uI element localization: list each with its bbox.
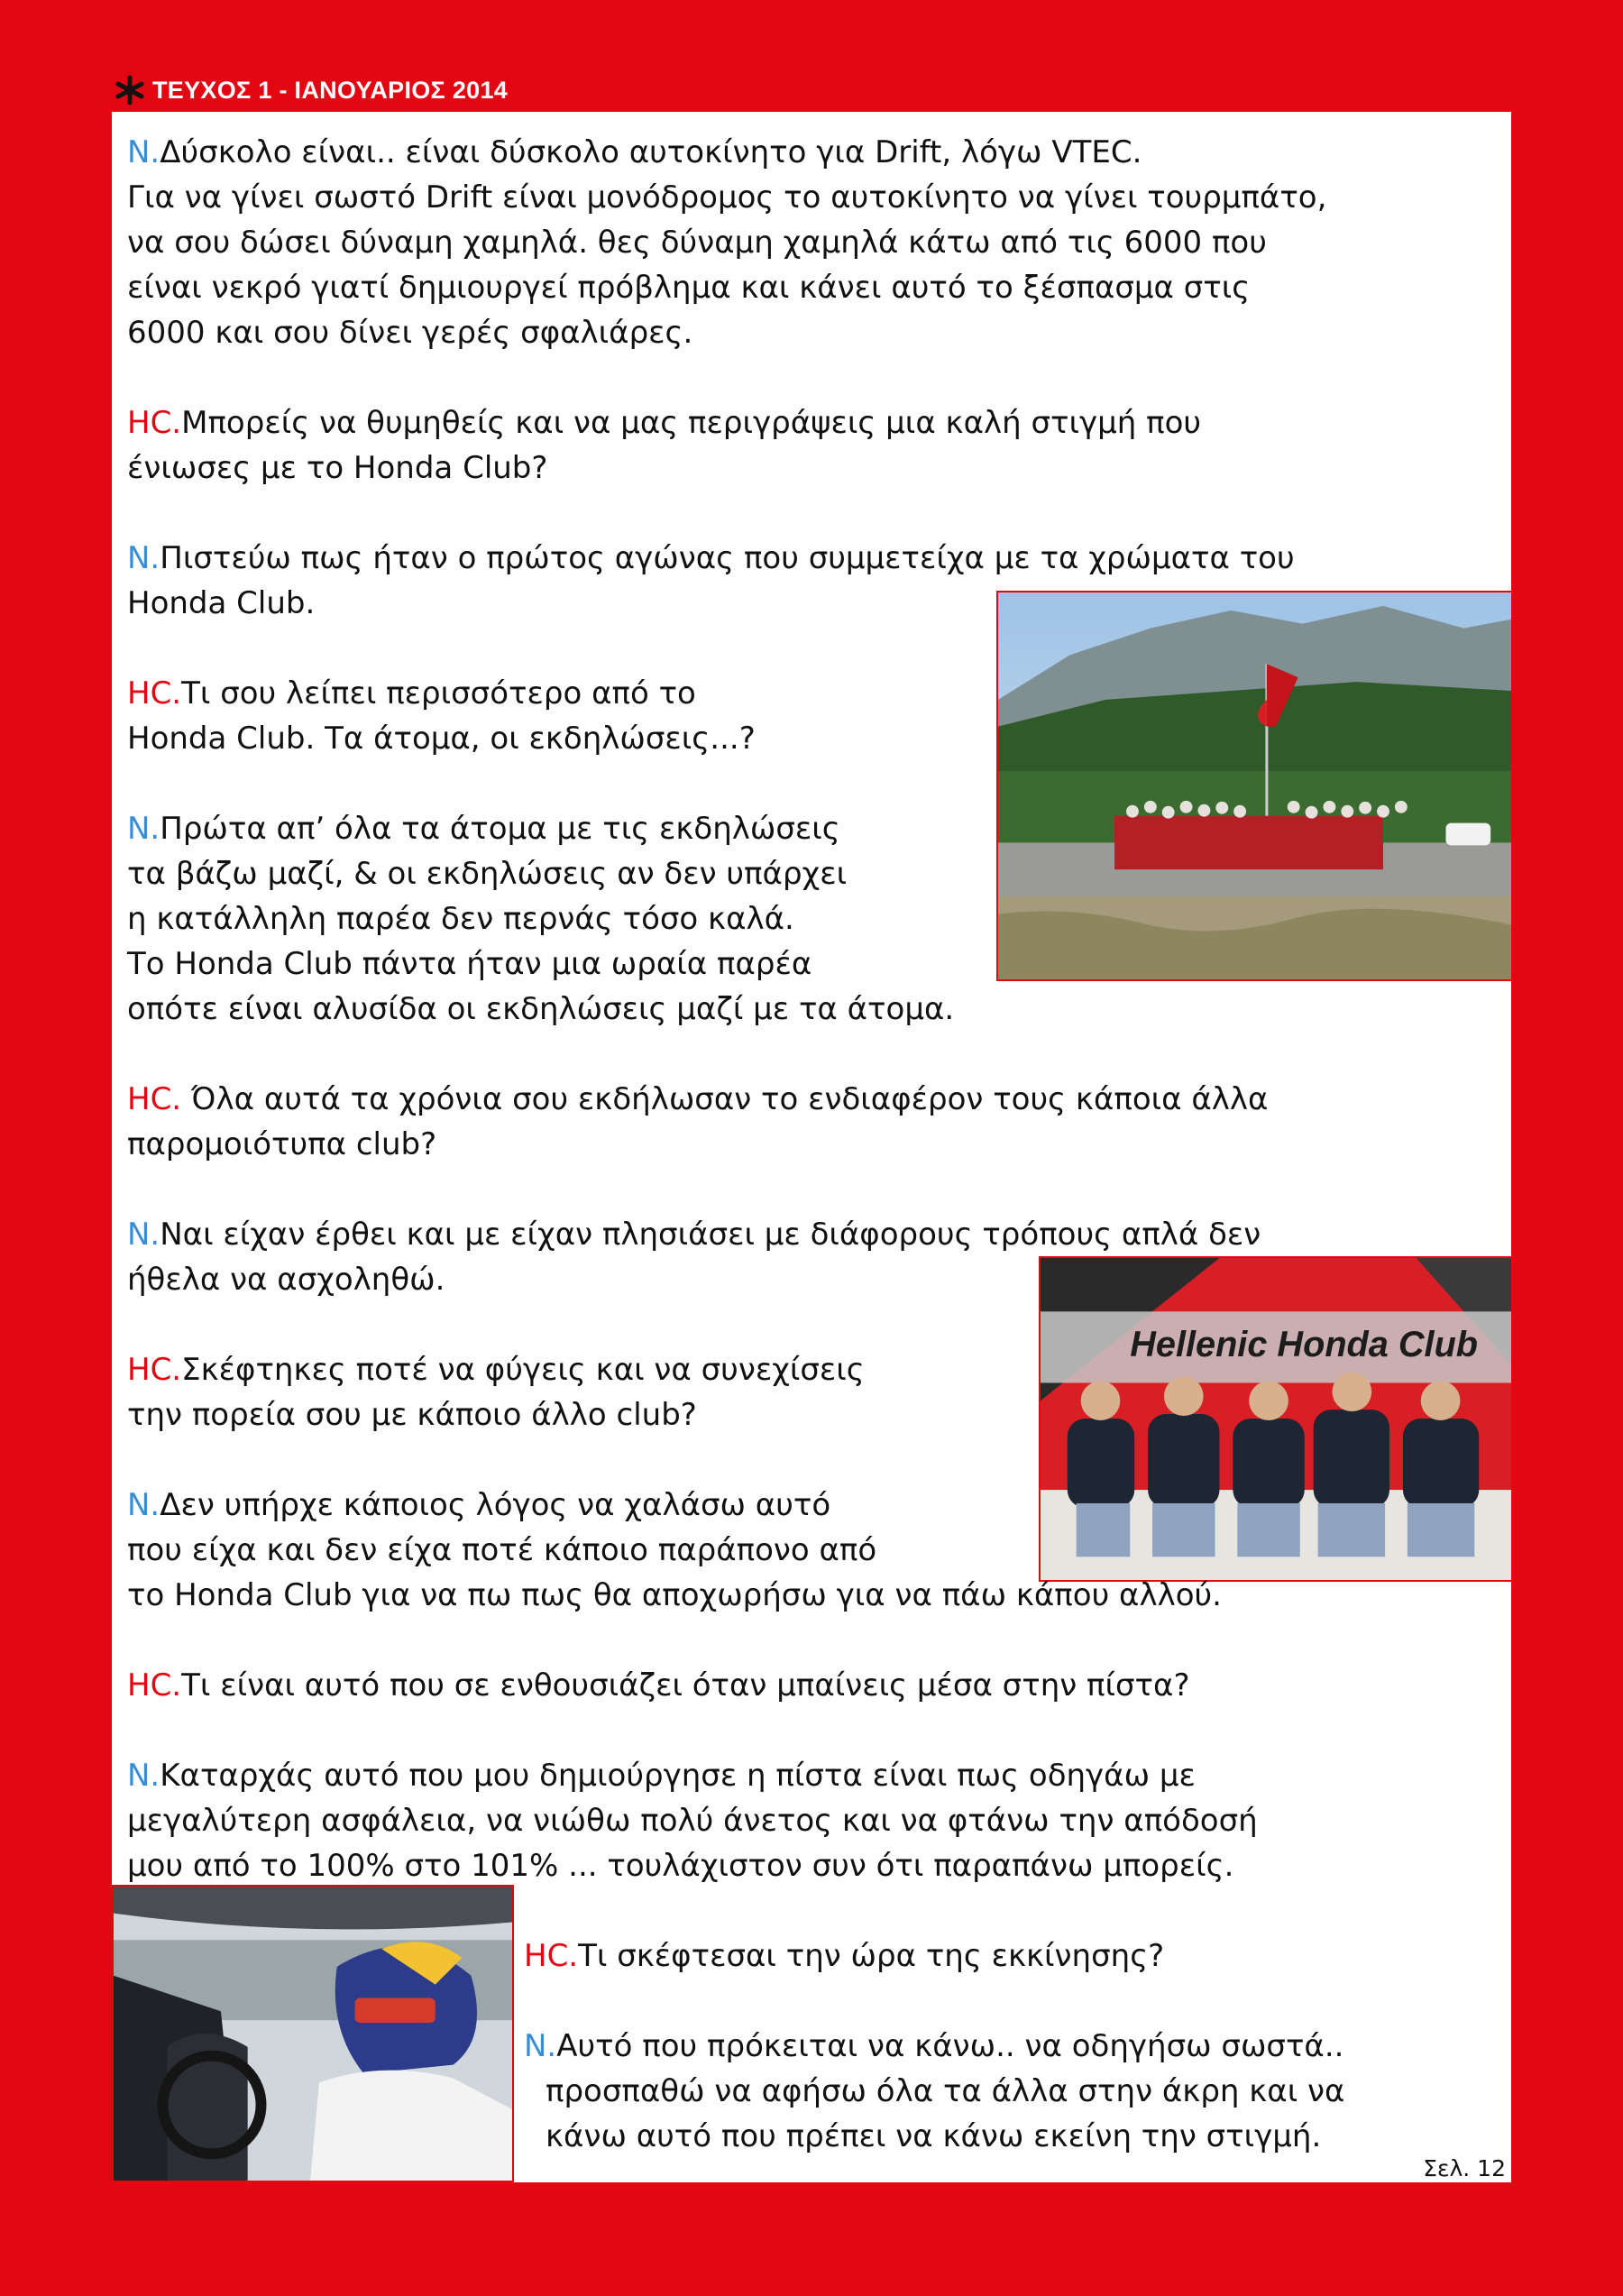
text-line: Honda Club. Τα άτομα, οι εκδηλώσεις...? [127, 721, 756, 757]
text-line: ένιωσες με το Honda Club? [127, 450, 548, 486]
text-line: την πορεία σου με κάποιο άλλο club? [127, 1397, 697, 1433]
asterisk-logo-icon [115, 75, 145, 106]
text-line: Πιστεύω πως ήταν ο πρώτος αγώνας που συμμετείχα με τα χρώματα του [160, 540, 1295, 576]
paragraph-n-7 [524, 2024, 1344, 2159]
text-line: προσπαθώ να αφήσω όλα τα άλλα στην άκρη και να [546, 2073, 1345, 2109]
banner-text: Hellenic Honda Club [1130, 1324, 1479, 1364]
speaker-label-hc: HC. [127, 1081, 182, 1117]
text-line: που είχα και δεν είχα ποτέ κάποιο παράπονο από [127, 1532, 877, 1568]
issue-title: ΤΕΥΧΟΣ 1 - ΙΑΝΟΥΑΡΙΟΣ 2014 [152, 76, 509, 104]
speaker-label-hc: HC. [127, 1352, 182, 1388]
text-line: Σκέφτηκες ποτέ να φύγεις και να συνεχίσεις [181, 1352, 865, 1388]
text-line: Το Honda Club πάντα ήταν μια ωραία παρέα [127, 946, 812, 982]
speaker-label-hc: HC. [127, 675, 182, 712]
group-photo-mountain [996, 591, 1513, 981]
speaker-label-n: N. [127, 1758, 160, 1794]
speaker-label-n: N. [127, 1487, 160, 1523]
text-line: το Honda Club για να πω πως θα αποχωρήσω για να πάω κάπου αλλού. [127, 1577, 1222, 1613]
speaker-label-n: N. [127, 811, 160, 847]
text-line: κάνω αυτό που πρέπει να κάνω εκείνη την στιγμή. [546, 2118, 1322, 2154]
text-line: Δύσκολο είναι.. είναι δύσκολο αυτοκίνητο για Drift, λόγω VTEC. [160, 134, 1142, 170]
text-line: Καταρχάς αυτό που μου δημιούργησε η πίστα είναι πως οδηγάω με [160, 1758, 1196, 1794]
text-line: να σου δώσει δύναμη χαμηλά. θες δύναμη χαμηλά κάτω από τις 6000 που [127, 225, 1267, 261]
page-number: Σελ. 12 [1423, 2155, 1506, 2181]
paragraph-hc-6 [524, 1933, 1164, 1979]
speaker-label-hc: HC. [524, 1938, 579, 1974]
paragraph-n-2 [127, 536, 1295, 626]
text-line: Μπορείς να θυμηθείς και να μας περιγράψεις μια καλή στιγμή που [181, 405, 1202, 441]
paragraph-n-6 [127, 1753, 1258, 1888]
speaker-label-hc: HC. [127, 1667, 182, 1704]
speaker-label-n: N. [524, 2028, 557, 2064]
paragraph-hc-3 [127, 1077, 1268, 1167]
text-line: παρομοιότυπα club? [127, 1126, 437, 1162]
speaker-label-n: N. [127, 1217, 160, 1253]
text-line: Για να γίνει σωστό Drift είναι μονόδρομος το αυτοκίνητο να γίνει τουρμπάτο, [127, 179, 1327, 216]
text-line: Honda Club. [127, 585, 316, 621]
text-line: Τι είναι αυτό που σε ενθουσιάζει όταν μπαίνεις μέσα στην πίστα? [181, 1667, 1190, 1704]
text-line: είναι νεκρό γιατί δημιουργεί πρόβλημα και κάνει αυτό το ξέσπασμα στις [127, 270, 1251, 306]
text-line: Δεν υπήρχε κάποιος λόγος να χαλάσω αυτό [160, 1487, 831, 1523]
speaker-label-n: N. [127, 134, 160, 170]
paragraph-n-4 [127, 1212, 1261, 1302]
text-line: μου από το 100% στο 101% ... τουλάχιστον συν ότι παραπάνω μπορείς. [127, 1848, 1234, 1884]
paragraph-n-1 [127, 130, 1326, 355]
speaker-label-n: N. [127, 540, 160, 576]
speaker-label-hc: HC. [127, 405, 182, 441]
text-line: Τι σκέφτεσαι την ώρα της εκκίνησης? [578, 1938, 1165, 1974]
text-line: τα βάζω μαζί, & οι εκδηλώσεις αν δεν υπάρχει [127, 856, 848, 892]
text-line: η κατάλληλη παρέα δεν περνάς τόσο καλά. [127, 901, 794, 937]
driver-helmet-photo [112, 1885, 514, 2182]
text-line: οπότε είναι αλυσίδα οι εκδηλώσεις μαζί με τα άτομα. [127, 991, 955, 1027]
paragraph-hc-4 [127, 1347, 865, 1437]
text-line: μεγαλύτερη ασφάλεια, να νιώθω πολύ άνετος και να φτάνω την απόδοσή [127, 1803, 1258, 1839]
paragraph-hc-2 [127, 671, 756, 761]
paragraph-hc-5 [127, 1663, 1190, 1708]
text-line: 6000 και σου δίνει γερές σφαλιάρες. [127, 315, 693, 351]
article-page [112, 112, 1511, 2182]
text-line: Ναι είχαν έρθει και με είχαν πλησιάσει με διάφορους τρόπους απλά δεν [160, 1217, 1261, 1253]
issue-header [115, 75, 508, 106]
text-line: Όλα αυτά τα χρόνια σου εκδήλωσαν το ενδιαφέρον τους κάποια άλλα [181, 1081, 1269, 1117]
paragraph-hc-1 [127, 400, 1201, 491]
text-line: Αυτό που πρόκειται να κάνω.. να οδηγήσω σωστά.. [556, 2028, 1344, 2064]
text-line: Τι σου λείπει περισσότερο από το [181, 675, 696, 712]
text-line: ήθελα να ασχοληθώ. [127, 1262, 445, 1298]
paragraph-n-5 [127, 1483, 1222, 1618]
paragraph-n-3 [127, 806, 954, 1032]
text-line: Πρώτα απ’ όλα τα άτομα με τις εκδηλώσεις [160, 811, 840, 847]
